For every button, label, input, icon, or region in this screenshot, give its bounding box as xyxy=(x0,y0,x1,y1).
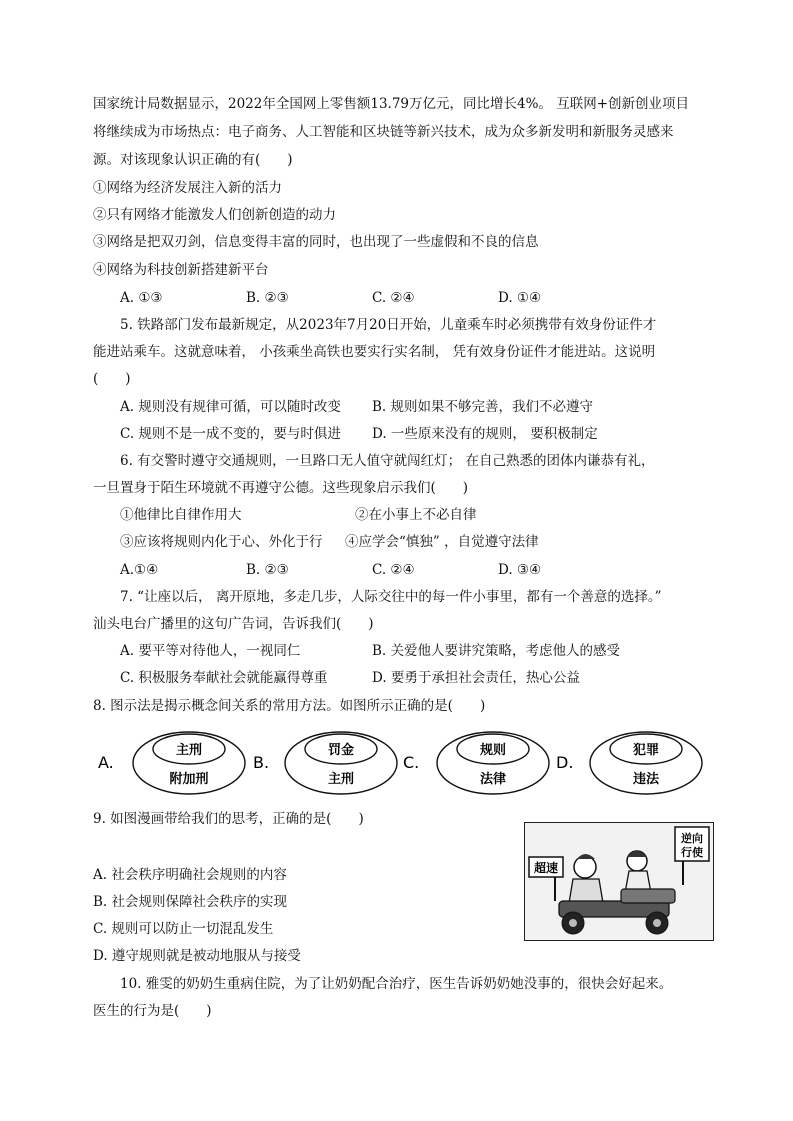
q8-outer-label-b: 主刑 xyxy=(327,772,355,787)
q6-statement-1: ①他律比自律作用大 xyxy=(120,507,242,523)
q7-option-b: B. 关爱他人要讲究策略，考虑他人的感受 xyxy=(372,643,621,659)
q6-option-b: B. ②③ xyxy=(246,562,289,578)
q10-stem-line-2: 医生的行为是( ) xyxy=(93,1003,212,1019)
q4-stem-line-2: 将继续成为市场热点：电子商务、人工智能和区块链等新兴技术，成为众多新发明和新服务灵感来 xyxy=(93,124,674,140)
q5-option-c: C. 规则不是一成不变的，要与时俱进 xyxy=(120,426,341,442)
q7-option-d: D. 要勇于承担社会责任，热心公益 xyxy=(372,670,580,686)
q4-statement-1: ①网络为经济发展注入新的活力 xyxy=(93,180,282,196)
q6-option-a: A.①④ xyxy=(120,562,159,578)
q7-option-a: A. 要平等对待他人，一视同仁 xyxy=(120,643,301,659)
q6-stem-line-1: 6. 有交警时遵守交通规则，一旦路口无人值守就闯红灯； 在自己熟悉的团体内谦恭有礼， xyxy=(120,453,655,469)
q8-inner-label-a: 主刑 xyxy=(175,743,203,758)
q4-statement-2: ②只有网络才能激发人们创新创造的动力 xyxy=(93,207,336,223)
q9-option-b: B. 社会规则保障社会秩序的实现 xyxy=(93,894,288,910)
cartoon-sign-right-text-2: 行使 xyxy=(681,846,703,859)
cartoon-sign-left-text: 超速 xyxy=(533,861,559,875)
q8-diagram-a xyxy=(98,732,245,794)
q4-stem-line-3: 源。对该现象认识正确的有( ) xyxy=(93,152,293,168)
q8-letter-d: D. xyxy=(556,753,574,772)
cartoon-rider-front-head xyxy=(574,856,596,878)
q8-concept-diagrams xyxy=(93,728,713,798)
q6-option-d: D. ③④ xyxy=(498,562,542,578)
q8-letter-a: A. xyxy=(98,753,114,772)
q4-option-d: D. ①④ xyxy=(498,290,542,306)
q8-outer-label-c: 法律 xyxy=(479,772,507,787)
q8-diagram-d xyxy=(556,732,702,794)
q9-option-c: C. 规则可以防止一切混乱发生 xyxy=(93,921,274,937)
q7-stem-line-2: 汕头电台广播里的这句广告词，告诉我们( ) xyxy=(93,616,374,632)
q8-letter-c: C. xyxy=(403,753,420,772)
cartoon-rider-front-body xyxy=(569,879,603,903)
q4-option-c: C. ②④ xyxy=(372,290,415,306)
q4-option-a: A. ①③ xyxy=(120,290,163,306)
q8-stem: 8. 图示法是揭示概念间关系的常用方法。如图所示正确的是( ) xyxy=(93,698,486,714)
q5-stem-line-1: 5. 铁路部门发布最新规定，从2023年7月20日开始，儿童乘车时必须携带有效身份证件才 xyxy=(120,317,657,333)
q4-statement-4: ④网络为科技创新搭建新平台 xyxy=(93,262,269,278)
q6-option-c: C. ②④ xyxy=(372,562,415,578)
cartoon-wheel-back-hub xyxy=(653,919,661,927)
cartoon-sign-right-text-1: 逆向 xyxy=(681,832,703,845)
q4-option-b: B. ②③ xyxy=(246,290,289,306)
q8-inner-label-c: 规则 xyxy=(479,743,507,758)
q8-diagram-c xyxy=(403,732,549,794)
q9-option-d: D. 遵守规则就是被动地服从与接受 xyxy=(93,948,301,964)
q8-diagram-b xyxy=(253,732,397,794)
q8-outer-label-a: 附加刑 xyxy=(169,772,209,787)
q8-outer-label-d: 违法 xyxy=(632,772,660,787)
cartoon-wheel-front-hub xyxy=(569,919,577,927)
q7-option-c: C. 积极服务奉献社会就能赢得尊重 xyxy=(120,670,328,686)
q5-option-b: B. 规则如果不够完善，我们不必遵守 xyxy=(372,399,594,415)
q9-cartoon xyxy=(524,822,714,941)
q8-inner-label-d: 犯罪 xyxy=(632,743,660,758)
q4-stem-line-1: 国家统计局数据显示，2022年全国网上零售额13.79万亿元，同比增长4%。 互联网+创新创业项目 xyxy=(93,96,690,112)
q7-stem-line-1: 7. “让座以后， 离开原地，多走几步，人际交往中的每一件小事里，都有一个善意的选择。” xyxy=(120,589,662,605)
q5-option-d: D. 一些原来没有的规则， 要积极制定 xyxy=(372,426,598,442)
q9-option-a: A. 社会秩序明确社会规则的内容 xyxy=(93,867,287,883)
q6-stem-line-2: 一旦置身于陌生环境就不再遵守公德。这些现象启示我们( ) xyxy=(93,480,469,496)
q5-stem-line-3: ( ) xyxy=(93,371,131,387)
q8-inner-label-b: 罚金 xyxy=(327,743,355,758)
q5-option-a: A. 规则没有规律可循，可以随时改变 xyxy=(120,399,341,415)
q6-statement-2: ②在小事上不必自律 xyxy=(355,507,477,523)
q6-statement-3: ③应该将规则内化于心、外化于行 xyxy=(120,534,323,550)
cartoon-vehicle-seat xyxy=(621,889,675,903)
q9-stem: 9. 如图漫画带给我们的思考，正确的是( ) xyxy=(93,811,364,827)
q10-stem-line-1: 10. 雅雯的奶奶生重病住院，为了让奶奶配合治疗，医生告诉奶奶她没事的，很快会好起来。 xyxy=(120,976,673,992)
q5-stem-line-2: 能进站乘车。这就意味着， 小孩乘坐高铁也要实行实名制， 凭有效身份证件才能进站。这说明 xyxy=(93,344,656,360)
q4-statement-3: ③网络是把双刃剑，信息变得丰富的同时，也出现了一些虚假和不良的信息 xyxy=(93,234,539,250)
q6-statement-4: ④应学会“慎独” ，自觉遵守法律 xyxy=(345,534,539,550)
q8-letter-b: B. xyxy=(253,753,270,772)
